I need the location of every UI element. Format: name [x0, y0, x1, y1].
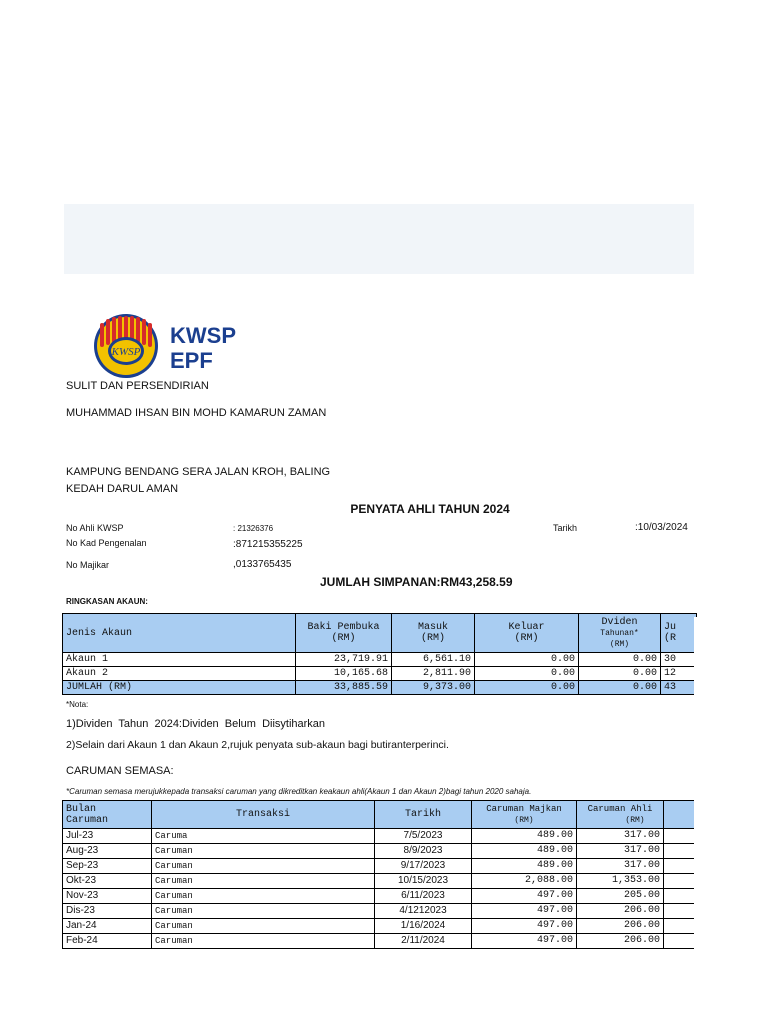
col-member-contribution: Caruman Ahli (RM) — [577, 801, 664, 829]
member-no-label: No Ahli KWSP — [66, 523, 124, 533]
summary-heading: RINGKASAN AKAUN: — [66, 597, 148, 606]
account-summary-table — [62, 613, 697, 695]
table-row: Dis-23 Caruman 4/1212023 497.00 206.00 — [63, 904, 697, 919]
ic-label: No Kad Pengenalan — [66, 538, 147, 548]
contributions-subnote: *Caruman semasa merujukkepada transaksi caruman yang dikreditkan keakaun ahli(Akaun 1 dan Akaun 2)bagi tahun 2020 sahaja. — [66, 787, 532, 796]
statement-title: PENYATA AHLI TAHUN 2024 — [350, 502, 510, 516]
kwsp-seal-icon — [92, 313, 242, 379]
col-account-type: Jenis Akaun — [63, 614, 296, 653]
date-value: :10/03/2024 — [635, 522, 688, 533]
col-out: Keluar (RM) — [475, 614, 579, 653]
summary-header-row — [63, 614, 697, 653]
total-savings: JUMLAH SIMPANAN:RM43,258.59 — [320, 575, 513, 589]
ic-value: :871215355225 — [233, 539, 303, 550]
table-row: Nov-23 Caruman 6/11/2023 497.00 205.00 — [63, 889, 697, 904]
contributions-heading: CARUMAN SEMASA: — [66, 765, 174, 777]
col-total: Ju (R — [661, 614, 697, 653]
col-contribution-month: Bulan Caruman — [63, 801, 152, 829]
col-employer-contribution: Caruman Majkan (RM) — [472, 801, 577, 829]
kwsp-epf-logo — [92, 313, 242, 379]
table-row: Aug-23 Caruman 8/9/2023 489.00 317.00 — [63, 844, 697, 859]
member-name: MUHAMMAD IHSAN BIN MOHD KAMARUN ZAMAN — [66, 407, 327, 419]
col-in: Masuk (RM) — [392, 614, 475, 653]
member-no-value: : 21326376 — [233, 524, 274, 533]
table-row: Jan-24 Caruman 1/16/2024 497.00 206.00 — [63, 919, 697, 934]
table-row: Feb-24 Caruman 2/11/2024 497.00 206.00 — [63, 934, 697, 949]
col-date: Tarikh — [375, 801, 472, 829]
col-transaction: Transaksi — [152, 801, 375, 829]
note-2: 2)Selain dari Akaun 1 dan Akaun 2,rujuk penyata sub-akaun bagi butiranterperinci. — [66, 739, 449, 751]
contributions-table — [62, 800, 697, 949]
header-banner — [64, 204, 694, 274]
table-row: Sep-23 Caruman 9/17/2023 489.00 317.00 — [63, 859, 697, 874]
note-label: *Nota: — [66, 700, 89, 709]
address-line-2: KEDAH DARUL AMAN — [66, 483, 179, 495]
page-crop-edge — [694, 800, 768, 1024]
date-label: Tarikh — [553, 523, 578, 533]
svg-text:EPF: EPF — [170, 348, 213, 373]
contrib-header-row — [63, 801, 697, 829]
address-line-1: KAMPUNG BENDANG SERA JALAN KROH, BALING — [66, 466, 331, 478]
page-crop-edge — [694, 617, 768, 697]
table-row: Akaun 1 23,719.91 6,561.10 0.00 0.00 30 — [63, 653, 697, 667]
col-dividend: Dviden Tahunan* (RM) — [579, 614, 661, 653]
classification-label: SULIT DAN PERSENDIRIAN — [66, 380, 209, 392]
svg-text:KWSP: KWSP — [111, 346, 141, 358]
col-opening-balance: Baki Pembuka (RM) — [296, 614, 392, 653]
employer-label: No Majikar — [66, 560, 110, 570]
svg-text:KWSP: KWSP — [170, 323, 236, 348]
note-1: 1)Dividen Tahun 2024:Dividen Belum Diisytiharkan — [66, 718, 326, 730]
table-row: Okt-23 Caruman 10/15/2023 2,088.00 1,353.00 — [63, 874, 697, 889]
table-total-row: JUMLAH (RM) 33,885.59 9,373.00 0.00 0.00 43 — [63, 681, 697, 695]
employer-value: ,0133765435 — [233, 559, 292, 570]
table-row: Akaun 2 10,165.68 2,811.90 0.00 0.00 12 — [63, 667, 697, 681]
table-row: Jul-23 Caruma 7/5/2023 489.00 317.00 — [63, 829, 697, 844]
